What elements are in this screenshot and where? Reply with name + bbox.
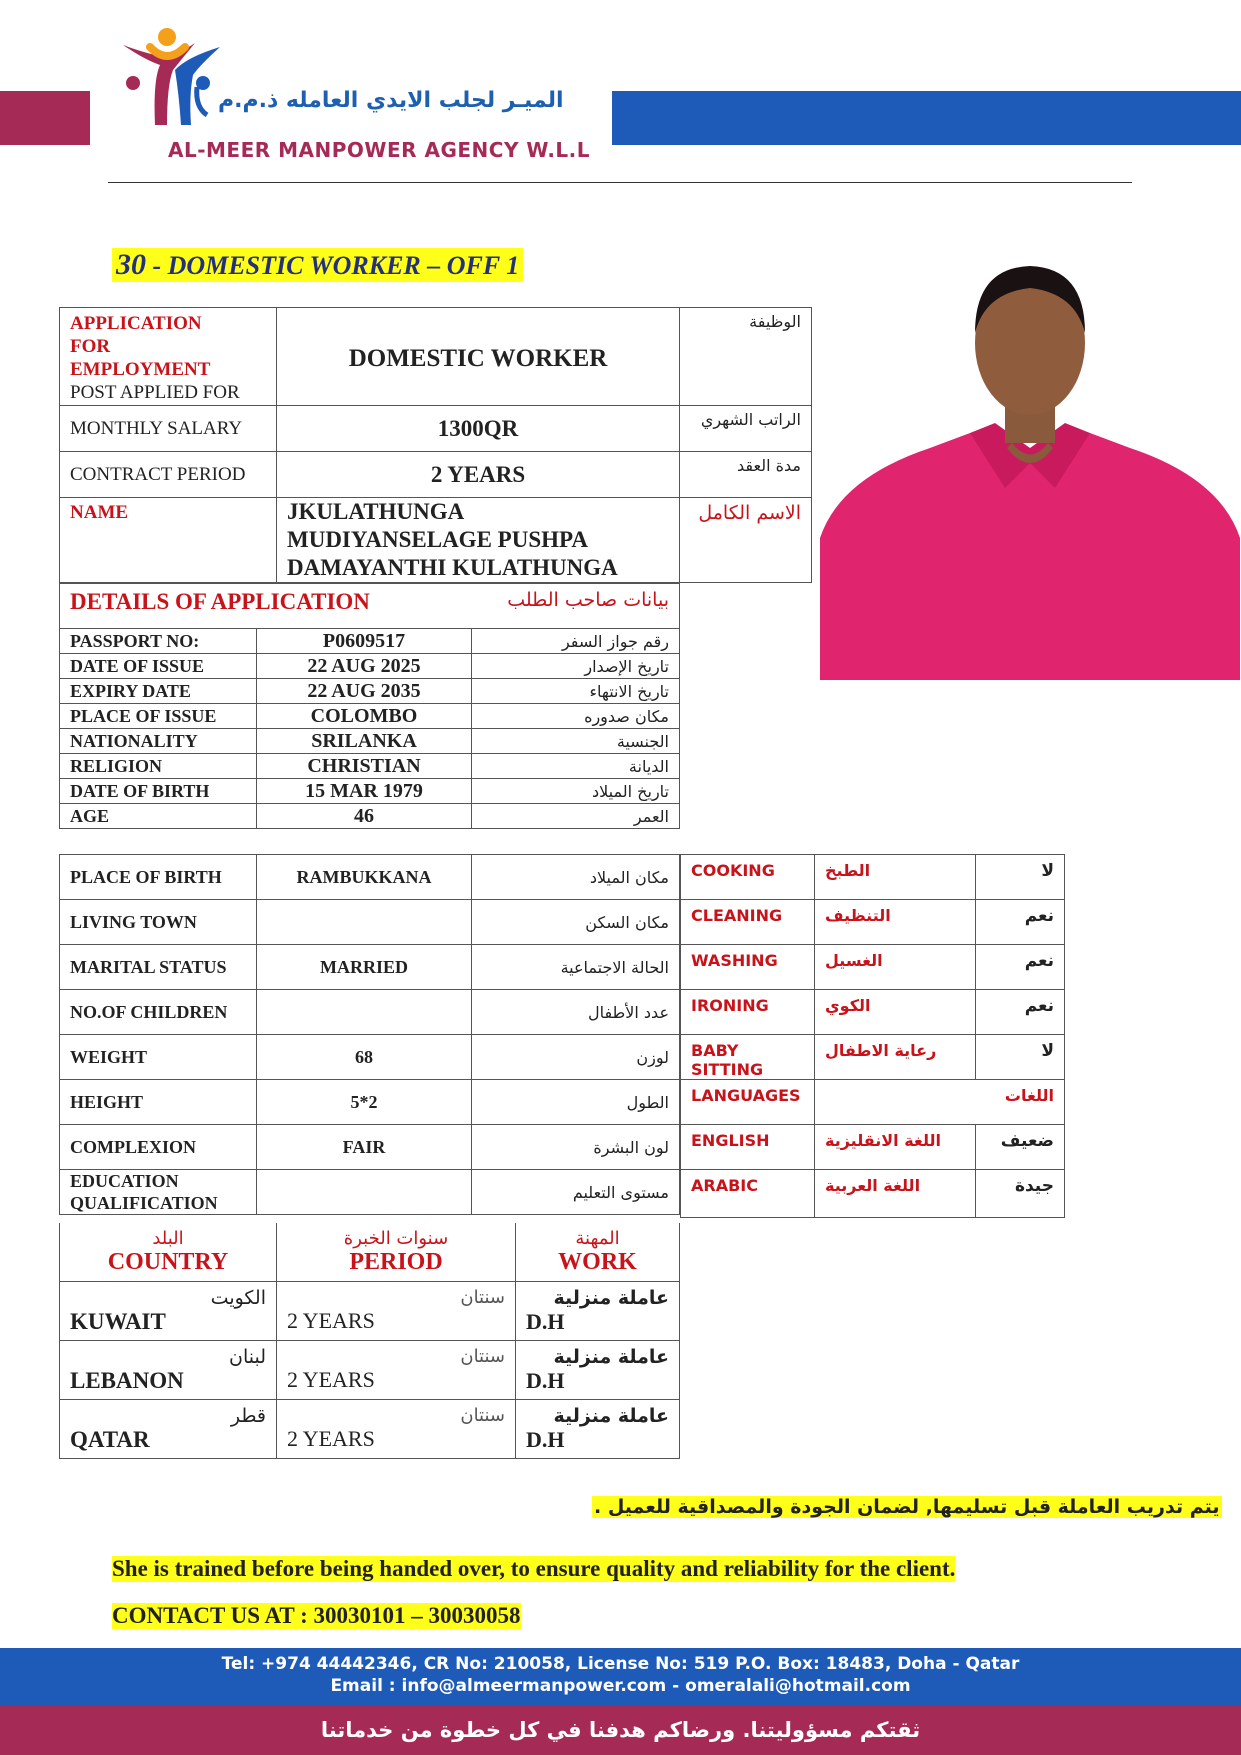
skill-label: COOKING: [681, 855, 815, 900]
details-ar: تاريخ الإصدار: [472, 654, 680, 679]
details-value: 22 AUG 2025: [257, 654, 472, 679]
header-bar-right: [612, 91, 1241, 145]
languages-label-ar: اللغات: [815, 1080, 1065, 1125]
skill-row: [681, 1170, 1065, 1218]
training-note-en: She is trained before being handed over, to ensure quality and reliability for the client.: [112, 1556, 956, 1581]
application-label-3: EMPLOYMENT: [70, 359, 211, 380]
personal-ar: عدد الأطفال: [472, 990, 680, 1035]
name-line-1: JKULATHUNGA: [287, 499, 465, 524]
details-value: 46: [257, 804, 472, 829]
personal-ar: مكان الميلاد: [472, 855, 680, 900]
personal-table: [59, 854, 680, 1215]
exp-country: LEBANON: [70, 1367, 184, 1393]
name-line-3: DAMAYANTHI KULATHUNGA: [287, 555, 618, 580]
exp-period-ar: سنتان: [460, 1346, 505, 1367]
details-row: [60, 804, 680, 829]
skill-row: [681, 855, 1065, 900]
header-bar-left: [0, 91, 90, 145]
personal-row: [60, 1170, 680, 1215]
exp-country-cell: [60, 1340, 277, 1399]
personal-value: RAMBUKKANA: [257, 855, 472, 900]
details-label: PLACE OF ISSUE: [60, 704, 257, 729]
experience-row: [60, 1399, 680, 1458]
details-value: 15 MAR 1979: [257, 779, 472, 804]
skill-row: [681, 900, 1065, 945]
skill-value: لا: [976, 855, 1065, 900]
period-header: PERIOD: [349, 1248, 443, 1275]
period-header-ar: سنوات الخبرة: [343, 1227, 449, 1249]
personal-row: [60, 1125, 680, 1170]
experience-row: [60, 1281, 680, 1340]
footer-contact-bar: [0, 1648, 1241, 1706]
details-title: DETAILS OF APPLICATION: [70, 589, 370, 614]
footer-slogan: ثقتكم مسؤوليتنا. ورضاكم هدفنا في كل خطوة من خدماتنا: [0, 1706, 1241, 1755]
personal-label: [60, 900, 257, 945]
work-header-ar: المهنة: [575, 1227, 620, 1249]
skill-value: نعم: [976, 990, 1065, 1035]
details-label: DATE OF BIRTH: [60, 779, 257, 804]
exp-country-ar: الكويت: [210, 1286, 266, 1309]
personal-label-text-2: QUALIFICATION: [70, 1193, 218, 1213]
personal-label: [60, 990, 257, 1035]
details-row: [60, 654, 680, 679]
personal-value: [257, 900, 472, 945]
skill-label: WASHING: [681, 945, 815, 990]
personal-ar: الطول: [472, 1080, 680, 1125]
page-title: 30 - DOMESTIC WORKER – OFF 1: [112, 248, 523, 282]
personal-row: [60, 1080, 680, 1125]
personal-label: [60, 945, 257, 990]
exp-work-cell: [516, 1399, 680, 1458]
application-table: [59, 307, 812, 583]
country-header: COUNTRY: [107, 1248, 229, 1275]
exp-period-ar: سنتان: [460, 1405, 505, 1426]
skill-label: CLEANING: [681, 900, 815, 945]
details-value: COLOMBO: [257, 704, 472, 729]
post-applied-value: DOMESTIC WORKER: [277, 308, 680, 406]
footer-line-2: Email : info@almeermanpower.com - omeralali@hotmail.com: [330, 1676, 911, 1696]
exp-work-ar: عاملة منزلية: [553, 1345, 669, 1368]
personal-label: [60, 1080, 257, 1125]
details-label: DATE OF ISSUE: [60, 654, 257, 679]
skill-value: نعم: [976, 945, 1065, 990]
salary-label: MONTHLY SALARY: [60, 406, 277, 452]
exp-period: 2 YEARS: [287, 1367, 375, 1392]
exp-period: 2 YEARS: [287, 1426, 375, 1451]
skill-label-ar: الغسيل: [815, 945, 976, 990]
application-label-1: APPLICATION: [70, 313, 202, 334]
skill-row: [681, 1125, 1065, 1170]
details-label: NATIONALITY: [60, 729, 257, 754]
country-header-ar: البلد: [152, 1227, 184, 1249]
name-line-2: MUDIYANSELAGE PUSHPA: [287, 527, 588, 552]
exp-work-cell: [516, 1281, 680, 1340]
exp-country-cell: [60, 1281, 277, 1340]
details-ar: الجنسية: [472, 729, 680, 754]
work-header: WORK: [558, 1248, 637, 1275]
personal-label-text: NO.OF CHILDREN: [70, 1002, 228, 1022]
details-label: RELIGION: [60, 754, 257, 779]
agency-logo-icon: [115, 25, 235, 135]
exp-country-ar: لبنان: [229, 1345, 266, 1368]
personal-label-text: PLACE OF BIRTH: [70, 867, 222, 887]
personal-label: [60, 855, 257, 900]
details-value: P0609517: [257, 629, 472, 654]
exp-work: D.H: [526, 1367, 565, 1393]
skill-value: ضعيف: [976, 1125, 1065, 1170]
personal-label-text: HEIGHT: [70, 1092, 144, 1112]
details-ar: الديانة: [472, 754, 680, 779]
personal-row: [60, 900, 680, 945]
post-applied-label: POST APPLIED FOR: [70, 382, 240, 403]
personal-ar: مستوى التعليم: [472, 1170, 680, 1215]
company-name-arabic: الميـر لجلب الايدي العامله ذ.م.م: [218, 88, 564, 113]
details-ar: تاريخ الانتهاء: [472, 679, 680, 704]
exp-work-cell: [516, 1340, 680, 1399]
post-applied-ar: الوظيفة: [680, 308, 812, 406]
skill-value: لا: [976, 1035, 1065, 1080]
exp-period-ar: سنتان: [460, 1287, 505, 1308]
name-label: NAME: [60, 498, 277, 583]
exp-work: D.H: [526, 1426, 565, 1452]
skill-label: ARABIC: [681, 1170, 815, 1218]
skill-label: IRONING: [681, 990, 815, 1035]
header-divider: [108, 182, 1132, 183]
details-title-ar: بيانات صاحب الطلب: [507, 589, 669, 611]
details-ar: رقم جواز السفر: [472, 629, 680, 654]
skill-value: نعم: [976, 900, 1065, 945]
salary-ar: الراتب الشهري: [680, 406, 812, 452]
exp-country-cell: [60, 1399, 277, 1458]
personal-value: [257, 1170, 472, 1215]
skill-label-ar: الكوي: [815, 990, 976, 1035]
personal-value: 68: [257, 1035, 472, 1080]
skill-label-ar: التنظيف: [815, 900, 976, 945]
worker-photo: [820, 238, 1240, 680]
skill-label-ar: رعاية الاطفال: [815, 1035, 976, 1080]
personal-label: [60, 1170, 257, 1215]
company-name-english: AL-MEER MANPOWER AGENCY W.L.L: [168, 138, 591, 162]
personal-value: FAIR: [257, 1125, 472, 1170]
exp-work-ar: عاملة منزلية: [553, 1286, 669, 1309]
skill-label: ENGLISH: [681, 1125, 815, 1170]
details-row: [60, 779, 680, 804]
experience-row: [60, 1340, 680, 1399]
details-ar: العمر: [472, 804, 680, 829]
personal-label-text: LIVING TOWN: [70, 912, 197, 932]
personal-label-text: WEIGHT: [70, 1047, 148, 1067]
details-table: [59, 583, 680, 829]
contact-line: CONTACT US AT : 30030101 – 30030058: [112, 1603, 521, 1628]
exp-country: QATAR: [70, 1426, 150, 1452]
details-row: [60, 679, 680, 704]
details-row: [60, 754, 680, 779]
personal-ar: لون البشرة: [472, 1125, 680, 1170]
contract-ar: مدة العقد: [680, 452, 812, 498]
details-value: SRILANKA: [257, 729, 472, 754]
details-label: EXPIRY DATE: [60, 679, 257, 704]
details-row: [60, 704, 680, 729]
contract-value: 2 YEARS: [277, 452, 680, 498]
personal-ar: مكان السكن: [472, 900, 680, 945]
application-label-2: FOR: [70, 336, 111, 357]
details-label: PASSPORT NO:: [60, 629, 257, 654]
details-row: [60, 629, 680, 654]
exp-country-ar: قطر: [230, 1404, 266, 1427]
personal-label-text: MARITAL STATUS: [70, 957, 227, 977]
details-ar: مكان صدوره: [472, 704, 680, 729]
skills-table: [680, 854, 1065, 1218]
personal-ar: الحالة الاجتماعية: [472, 945, 680, 990]
personal-label-text: EDUCATION: [70, 1171, 179, 1191]
personal-value: 5*2: [257, 1080, 472, 1125]
exp-period-cell: [277, 1340, 516, 1399]
personal-value: MARRIED: [257, 945, 472, 990]
details-value: CHRISTIAN: [257, 754, 472, 779]
details-label: AGE: [60, 804, 257, 829]
skill-row: [681, 1035, 1065, 1080]
personal-row: [60, 855, 680, 900]
footer-line-1: Tel: +974 44442346, CR No: 210058, License No: 519 P.O. Box: 18483, Doha - Qatar: [221, 1654, 1020, 1674]
exp-period: 2 YEARS: [287, 1308, 375, 1333]
exp-work-ar: عاملة منزلية: [553, 1404, 669, 1427]
skill-row: [681, 990, 1065, 1035]
exp-period-cell: [277, 1281, 516, 1340]
salary-value: 1300QR: [277, 406, 680, 452]
details-row: [60, 729, 680, 754]
languages-row: [681, 1080, 1065, 1125]
personal-value: [257, 990, 472, 1035]
personal-label-text: COMPLEXION: [70, 1137, 196, 1157]
name-ar: الاسم الكامل: [680, 498, 812, 583]
personal-label: [60, 1125, 257, 1170]
exp-work: D.H: [526, 1308, 565, 1334]
exp-country: KUWAIT: [70, 1308, 166, 1334]
languages-label: LANGUAGES: [681, 1080, 815, 1125]
training-note-ar: يتم تدريب العاملة قبل تسليمها, لضمان الجودة والمصداقية للعميل .: [594, 1496, 1220, 1518]
contract-label: CONTRACT PERIOD: [60, 452, 277, 498]
details-value: 22 AUG 2035: [257, 679, 472, 704]
skill-label: BABY SITTING: [681, 1035, 815, 1080]
skill-value: جيدة: [976, 1170, 1065, 1218]
experience-table: [59, 1223, 680, 1459]
exp-period-cell: [277, 1399, 516, 1458]
personal-row: [60, 1035, 680, 1080]
skill-row: [681, 945, 1065, 990]
details-ar: تاريخ الميلاد: [472, 779, 680, 804]
skill-label-ar: الطبخ: [815, 855, 976, 900]
personal-row: [60, 990, 680, 1035]
personal-label: [60, 1035, 257, 1080]
personal-row: [60, 945, 680, 990]
skill-label-ar: اللغة العربية: [815, 1170, 976, 1218]
personal-ar: لوزن: [472, 1035, 680, 1080]
skill-label-ar: اللغة الانقليزية: [815, 1125, 976, 1170]
